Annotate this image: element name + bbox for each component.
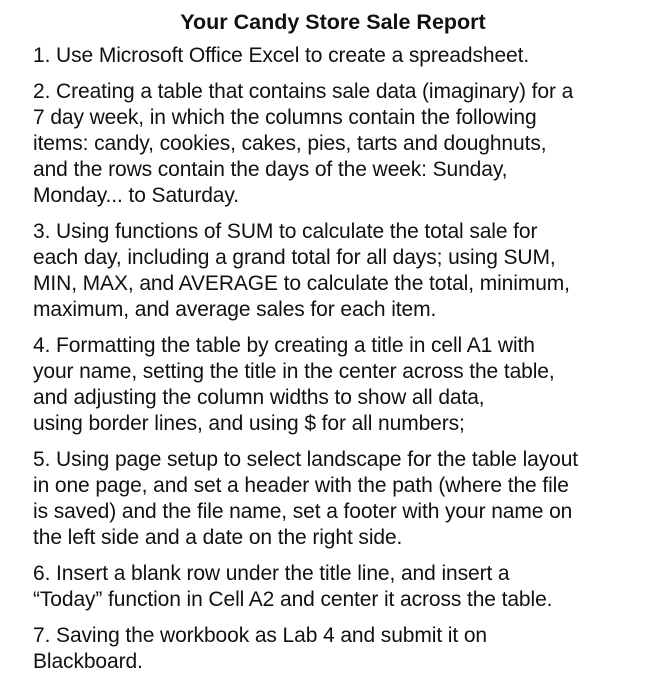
instruction-line: “Today” function in Cell A2 and center it across the table. (33, 588, 553, 611)
instruction-line: 3. Using functions of SUM to calculate the total sale for (33, 220, 538, 243)
document-title: Your Candy Store Sale Report (180, 10, 486, 34)
instruction-line: and the rows contain the days of the week: Sunday, (33, 158, 508, 181)
instruction-line: each day, including a grand total for all days; using SUM, (33, 246, 556, 269)
instruction-line: in one page, and set a header with the path (where the file (33, 474, 569, 497)
instruction-item-5 (33, 447, 649, 551)
instruction-line: MIN, MAX, and AVERAGE to calculate the total, minimum, (33, 272, 570, 295)
instruction-line: the left side and a date on the right side. (33, 526, 403, 549)
instruction-item-7 (33, 623, 649, 675)
instruction-item-6 (33, 561, 649, 613)
instruction-line: Blackboard. (33, 650, 143, 673)
instruction-line: 1. Use Microsoft Office Excel to create a spreadsheet. (33, 44, 530, 67)
instruction-line: and adjusting the column widths to show all data, (33, 386, 485, 409)
instruction-line: 7 day week, in which the columns contain the following (33, 106, 537, 129)
instruction-item-2 (33, 79, 649, 209)
instruction-line: 6. Insert a blank row under the title line, and insert a (33, 562, 510, 585)
instruction-line: 7. Saving the workbook as Lab 4 and submit it on (33, 624, 487, 647)
instruction-item-1 (33, 43, 649, 69)
instruction-line: maximum, and average sales for each item. (33, 298, 437, 321)
instruction-line: 2. Creating a table that contains sale data (imaginary) for a (33, 80, 574, 103)
instruction-line: 5. Using page setup to select landscape for the table layout (33, 448, 579, 471)
instruction-line: is saved) and the file name, set a footer with your name on (33, 500, 573, 523)
instruction-line: your name, setting the title in the center across the table, (33, 360, 555, 383)
instruction-line: using border lines, and using $ for all numbers; (33, 412, 465, 435)
instruction-line: 4. Formatting the table by creating a title in cell A1 with (33, 334, 535, 357)
instruction-line: items: candy, cookies, cakes, pies, tarts and doughnuts, (33, 132, 547, 155)
document (33, 10, 649, 685)
instruction-line: Monday... to Saturday. (33, 184, 239, 207)
instruction-item-4 (33, 333, 649, 437)
instruction-item-3 (33, 219, 649, 323)
